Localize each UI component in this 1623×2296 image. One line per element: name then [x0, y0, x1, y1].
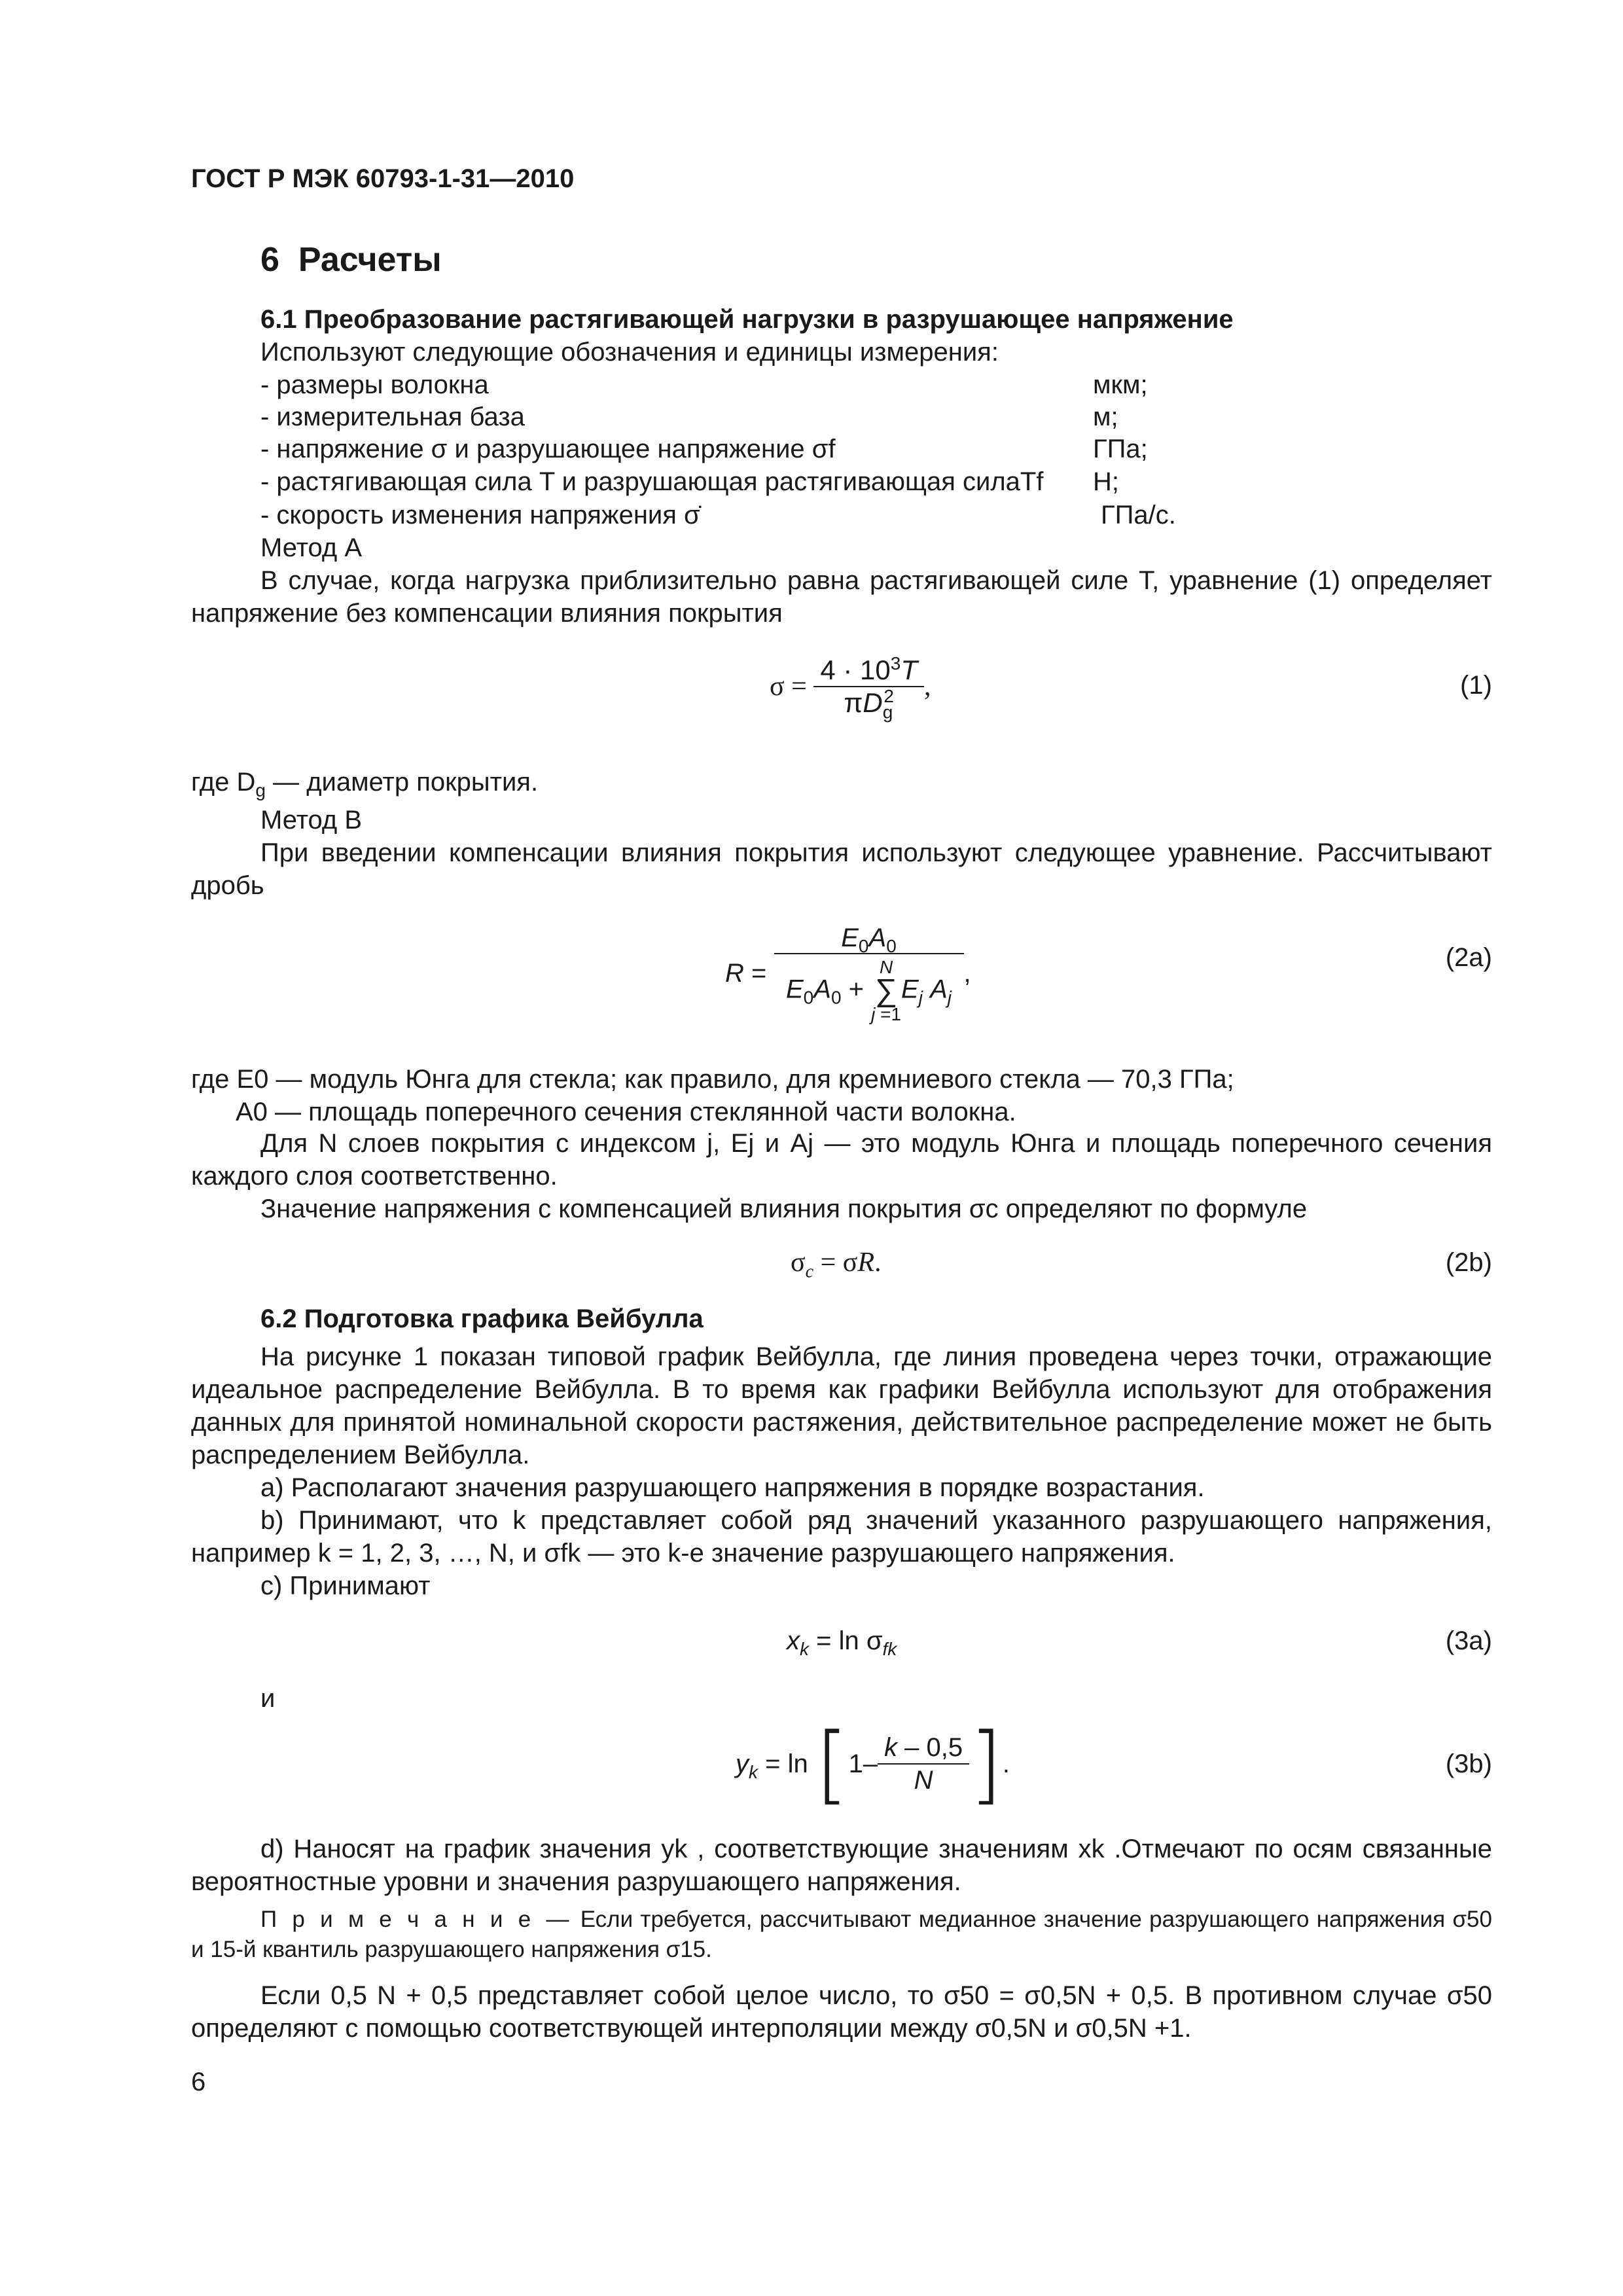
section-number: 6 — [260, 241, 279, 279]
equation-2b: $\sigma_c = \sigma R$. — [791, 1247, 882, 1282]
document-header: ГОСТ Р МЭК 60793-1-31—2010 — [191, 164, 575, 193]
where-dg-rest: — диаметр покрытия. — [265, 768, 539, 797]
where-a0: A0 — площадь поперечного сечения стеклянной части волокна. — [236, 1098, 1016, 1126]
unit-value: Н; — [1093, 467, 1119, 496]
unit-value: ГПа/с. — [1101, 501, 1176, 529]
unit-name: - растягивающая сила T и разрушающая растягивающая силаTf — [260, 467, 1044, 496]
unit-name: - размеры волокна — [260, 370, 489, 399]
page-number: 6 — [191, 2068, 206, 2096]
section-title — [260, 241, 442, 279]
units-intro: Используют следующие обозначения и единицы измерения: — [260, 338, 999, 367]
equation-1: σ = $\frac{4 \cdot 10^3T}{\pi D_g^2}$ , — [770, 653, 931, 723]
method-b-text: При введении компенсации влияния покрытия используют следующее уравнение. Рассчитывают дробь — [191, 838, 1492, 900]
unit-value: м; — [1093, 403, 1118, 431]
equation-2a: R = $E_0A_0$ $E_0A_0 + N$ ∑ $j =1E_j$ $A_j$ , — [725, 924, 971, 1024]
equation-1-number: (1) — [1460, 671, 1492, 700]
equation-3b-number: (3b) — [1445, 1749, 1492, 1778]
note-text: Если требуется, рассчитывают медианное значение разрушающего напряжения σ50 и 15-й квантиль разрушающего напряжения σ15. — [191, 1907, 1492, 1962]
step-c: c) Принимают — [260, 1571, 431, 1600]
sigma-c-text: Значение напряжения с компенсацией влияния покрытия σc определяют по формуле — [260, 1194, 1308, 1223]
section-title-text: Расчеты — [298, 241, 442, 279]
and-word: и — [260, 1684, 276, 1713]
equation-3a-number: (3a) — [1445, 1626, 1492, 1655]
subsection-6-1-title: 6.1 Преобразование растягивающей нагрузки в разрушающее напряжение — [260, 305, 1234, 334]
equation-3b: $y_k = \ln [1-$ $\frac{k - 0,5}{N}$ ]. — [736, 1714, 1010, 1814]
step-a: a) Располагают значения разрушающего напряжения в порядке возрастания. — [260, 1473, 1205, 1502]
note — [191, 1905, 1492, 1965]
equation-3a: $x_k = \ln \sigma_{fk}$ — [787, 1626, 897, 1659]
n-layers-text: Для N слоев покрытия с индексом j, Ej и Aj — это модуль Юнга и площадь поперечного сечения каждого слоя соответственно. — [191, 1129, 1492, 1191]
equation-2a-number: (2a) — [1445, 943, 1492, 972]
subsection-6-2-title: 6.2 Подготовка графика Вейбулла — [260, 1304, 704, 1333]
step-b: b) Принимают, что k представляет собой ряд значений указанного разрушающего напряжения, например k = 1, 2, 3, …, N, и σfk — это k-е значение разрушающего напряжения. — [191, 1506, 1492, 1568]
step-d: d) Наносят на график значения yk , соответствующие значениям xk .Отмечают по осям связанные вероятностные уровни и значения разрушающего напряжения. — [191, 1835, 1492, 1896]
where-dg-sub: g — [255, 780, 266, 800]
method-b-label: Метод В — [260, 806, 363, 834]
unit-value: мкм; — [1093, 370, 1148, 399]
method-a-text: В случае, когда нагрузка приблизительно равна растягивающей силе T, уравнение (1) определяет напряжение без компенсации влияния покрытия — [191, 566, 1492, 628]
unit-value: ГПа; — [1093, 435, 1148, 463]
where-dg — [191, 766, 538, 798]
unit-name: - напряжение σ и разрушающее напряжение σf — [260, 435, 836, 463]
method-a-label: Метод А — [260, 533, 363, 562]
note-label: П р и м е ч а н и е — — [260, 1907, 573, 1932]
median-interpolation-text: Если 0,5 N + 0,5 представляет собой целое число, то σ50 = σ0,5N + 0,5. В противном случае σ50 определяют с помощью соответствующей интерполяции между σ0,5N и σ0,5N +1. — [191, 1981, 1492, 2043]
where-dg-text: где D — [191, 768, 256, 797]
weibull-intro: На рисунке 1 показан типовой график Вейбулла, где линия проведена через точки, отражающие идеальное распределение Вейбулла. В то время как графики Вейбулла используют для отображения данных для принятой номинальной скорости растяжения, действительное распределение может не быть распределением Вейбулла. — [191, 1342, 1492, 1469]
equation-2b-number: (2b) — [1445, 1248, 1492, 1277]
unit-name: - скорость изменения напряжения σ̇ — [260, 501, 700, 529]
unit-name: - измерительная база — [260, 403, 525, 431]
where-e0: где E0 — модуль Юнга для стекла; как правило, для кремниевого стекла — 70,3 ГПа; — [191, 1065, 1234, 1094]
